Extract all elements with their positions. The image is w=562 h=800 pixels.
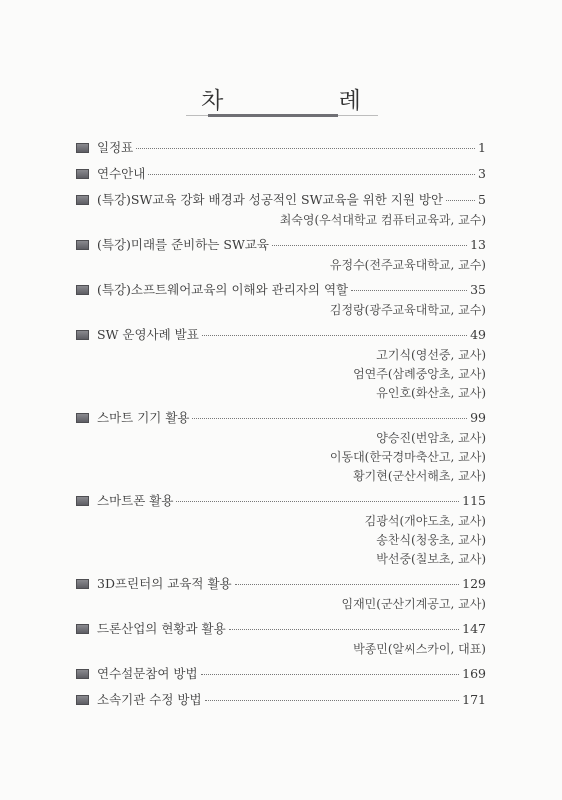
- toc-page-number: 13: [470, 237, 486, 252]
- toc-page-number: 99: [470, 410, 486, 425]
- toc-author: 최숙영(우석대학교 컴퓨터교육과, 교수): [279, 213, 486, 227]
- dot-leader: [148, 174, 475, 175]
- toc-author: 양승진(번암초, 교사): [376, 431, 486, 445]
- toc-page-number: 147: [462, 621, 486, 636]
- toc-page-number: 5: [478, 192, 486, 207]
- toc-entry-title: 일정표: [97, 140, 134, 155]
- toc-author: 유인호(화산초, 교사): [376, 386, 486, 400]
- toc-entry-title: 연수설문참여 방법: [97, 666, 198, 681]
- toc-entry-title: 스마트폰 활용: [97, 493, 174, 508]
- toc-author: 엄연주(삼례중앙초, 교사): [353, 367, 486, 381]
- toc-entry[interactable]: [76, 491, 486, 569]
- square-bullet-icon: [76, 195, 89, 205]
- toc-entry-row[interactable]: [76, 138, 486, 159]
- toc-entry[interactable]: [76, 190, 486, 230]
- square-bullet-icon: [76, 624, 89, 634]
- toc-entry[interactable]: [76, 235, 486, 275]
- toc-entry[interactable]: [76, 664, 486, 685]
- toc-entry-title: 3D프린터의 교육적 활용: [97, 576, 232, 591]
- toc-entry-title: (특강)소프트웨어교육의 이해와 관리자의 역할: [97, 282, 349, 297]
- toc-entry-title: (특강)SW교육 강화 배경과 성공적인 SW교육을 위한 지원 방안: [97, 192, 444, 207]
- toc-page-number: 35: [470, 282, 486, 297]
- toc-entry-title: 드론산업의 현황과 활용: [97, 621, 226, 636]
- toc-entry-row[interactable]: [76, 164, 486, 185]
- dot-leader: [176, 501, 459, 502]
- toc-entry[interactable]: [76, 408, 486, 486]
- toc-author: 이동대(한국경마축산고, 교사): [329, 450, 486, 464]
- toc-entry[interactable]: [76, 325, 486, 403]
- toc-page-number: 115: [462, 493, 486, 508]
- dot-leader: [202, 335, 467, 336]
- dot-leader: [229, 629, 459, 630]
- toc-entry-title: 소속기관 수정 방법: [97, 692, 202, 707]
- toc-entry-row[interactable]: [76, 235, 486, 256]
- dot-leader: [446, 200, 475, 201]
- square-bullet-icon: [76, 143, 89, 153]
- toc-entry-row[interactable]: [76, 190, 486, 211]
- toc-entry-row[interactable]: [76, 690, 486, 711]
- toc-entry[interactable]: [76, 164, 486, 185]
- square-bullet-icon: [76, 579, 89, 589]
- dot-leader: [201, 674, 460, 675]
- toc-entry[interactable]: [76, 619, 486, 659]
- toc-author: 황기현(군산서해초, 교사): [353, 469, 486, 483]
- toc-author: 박선중(칠보초, 교사): [376, 552, 486, 566]
- toc-author: 유정수(전주교육대학교, 교수): [329, 258, 486, 272]
- title-underline: [186, 114, 378, 118]
- dot-leader: [235, 584, 460, 585]
- dot-leader: [205, 700, 460, 701]
- toc-page-number: 171: [462, 692, 486, 707]
- toc-page-number: 169: [462, 666, 486, 681]
- square-bullet-icon: [76, 330, 89, 340]
- toc-entry-title: 스마트 기기 활용: [97, 410, 190, 425]
- toc-entry-title: (특강)미래를 준비하는 SW교육: [97, 237, 269, 252]
- toc-entry[interactable]: [76, 574, 486, 614]
- dot-leader: [351, 290, 467, 291]
- toc-entry-row[interactable]: [76, 664, 486, 685]
- toc-entry-row[interactable]: [76, 574, 486, 595]
- toc-page-number: 49: [470, 327, 486, 342]
- toc-entry[interactable]: [76, 690, 486, 711]
- toc-entry[interactable]: [76, 138, 486, 159]
- square-bullet-icon: [76, 240, 89, 250]
- toc-author: 박종민(알씨스카이, 대표): [353, 642, 486, 656]
- toc-author: 고기식(영선중, 교사): [376, 348, 486, 362]
- square-bullet-icon: [76, 169, 89, 179]
- toc-author: 송찬식(청웅초, 교사): [376, 533, 486, 547]
- square-bullet-icon: [76, 413, 89, 423]
- toc-entry-title: 연수안내: [97, 166, 146, 181]
- toc-entry[interactable]: [76, 280, 486, 320]
- toc-author: 김정랑(광주교육대학교, 교수): [329, 303, 486, 317]
- toc-entry-row[interactable]: [76, 619, 486, 640]
- dot-leader: [272, 245, 467, 246]
- toc-entry-row[interactable]: [76, 408, 486, 429]
- toc-page-number: 129: [462, 576, 486, 591]
- square-bullet-icon: [76, 695, 89, 705]
- dot-leader: [192, 418, 467, 419]
- toc-page-number: 3: [478, 166, 486, 181]
- dot-leader: [136, 148, 475, 149]
- square-bullet-icon: [76, 669, 89, 679]
- toc-entry-row[interactable]: [76, 325, 486, 346]
- square-bullet-icon: [76, 496, 89, 506]
- table-of-contents: [76, 138, 486, 716]
- toc-title: 차 례: [201, 88, 415, 114]
- toc-entry-title: SW 운영사례 발표: [97, 327, 199, 342]
- toc-author: 김광석(개야도초, 교사): [364, 514, 486, 528]
- toc-entry-row[interactable]: [76, 491, 486, 512]
- toc-entry-row[interactable]: [76, 280, 486, 301]
- toc-page-number: 1: [478, 140, 486, 155]
- toc-author: 임재민(군산기계공고, 교사): [341, 597, 486, 611]
- toc-title-block: [0, 82, 562, 115]
- square-bullet-icon: [76, 285, 89, 295]
